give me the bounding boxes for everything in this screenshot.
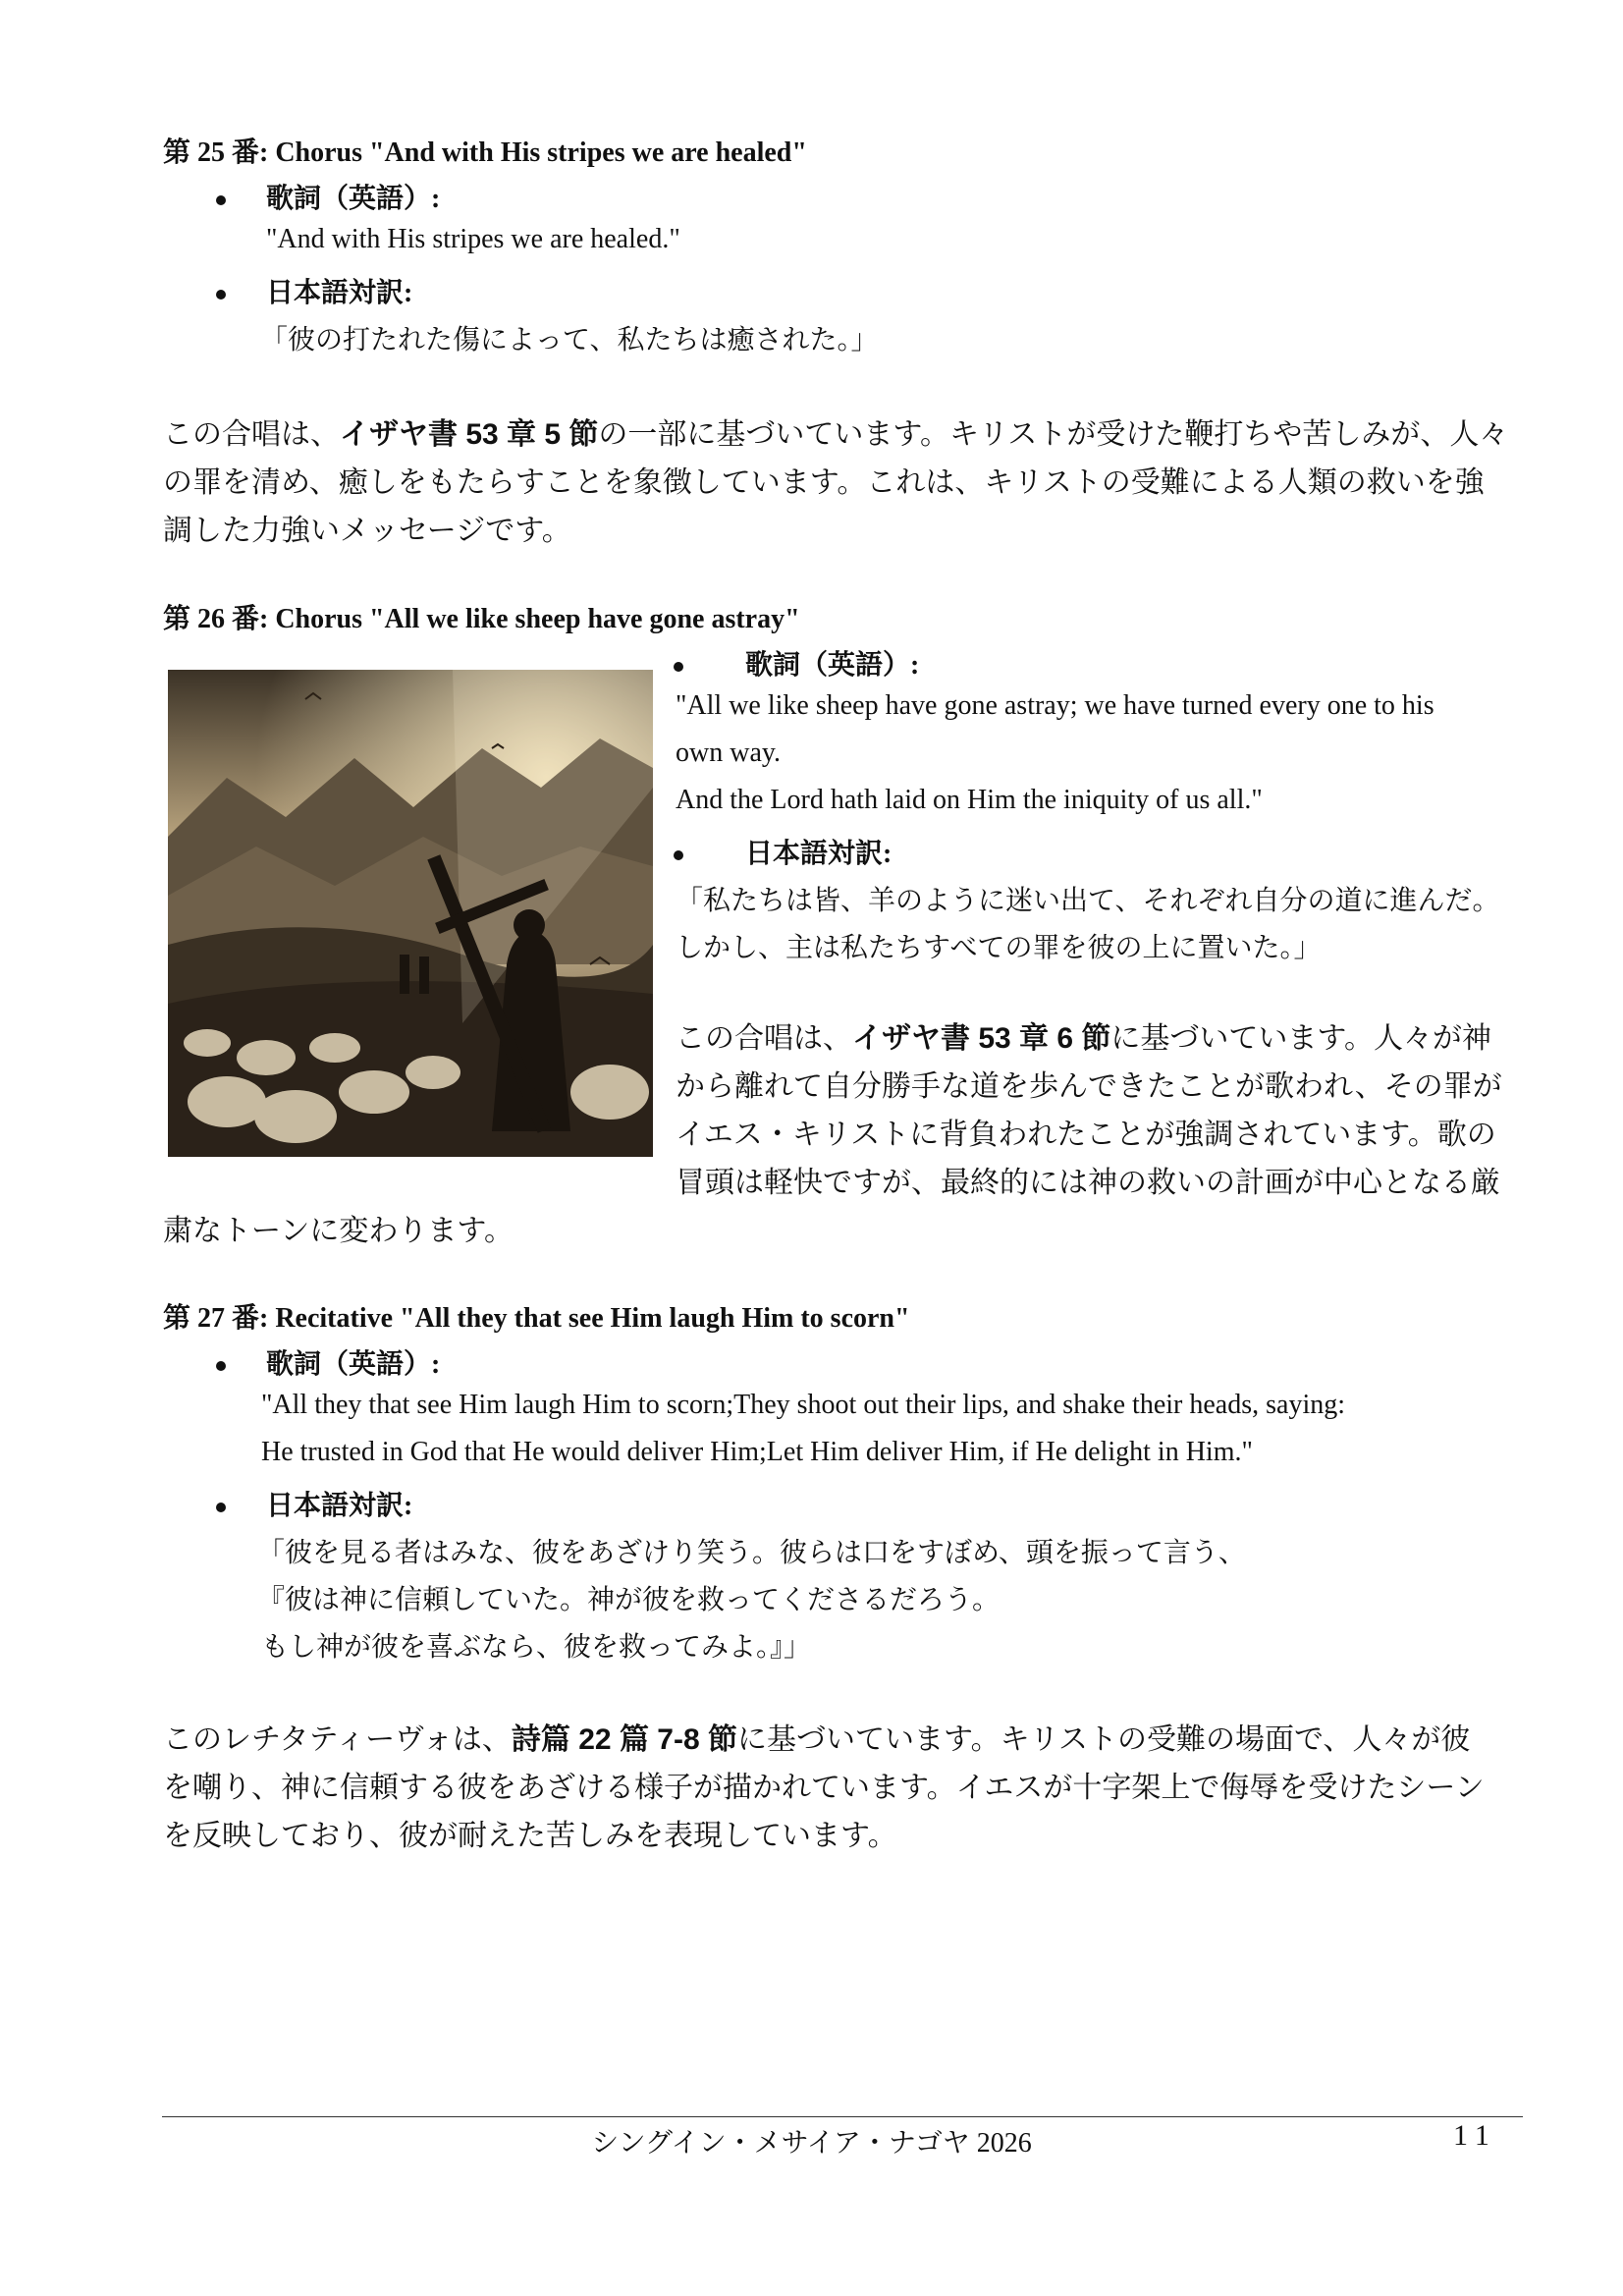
section-27-translation-line-1: 「彼を見る者はみな、彼をあざけり笑う。彼らは口をすぼめ、頭を振って言う、 [257, 1538, 1246, 1568]
section-27-lyrics-label: 歌詞（英語）: [266, 1349, 441, 1380]
section-25-commentary: この合唱は、イザヤ書 53 章 5 節の一部に基づいています。キリストが受けた鞭打ちや苦しみが、人々 の罪を清め、癒しをもたらすことを象徴しています。これは、キリストの受難による人類の救いを強 調した力強いメッセージです。 [163, 418, 1509, 547]
bullet-icon [216, 1361, 226, 1371]
bullet-icon [216, 195, 226, 205]
bullet-icon [674, 850, 683, 860]
section-27-heading: 第 27 番: Recitative "All they that see Him laugh Him to scorn" [163, 1303, 910, 1334]
section-26-lyrics-label: 歌詞（英語）: [745, 650, 920, 681]
section-25-translation-label: 日本語対訳: [266, 278, 413, 308]
page-number: 11 [1453, 2119, 1497, 2152]
section-26-lyrics-line-3: And the Lord hath laid on Him the iniquity of us all." [676, 785, 1263, 815]
section-26-heading: 第 26 番: Chorus "All we like sheep have gone astray" [163, 604, 800, 634]
section-26-commentary-end: 粛なトーンに変わります。 [163, 1215, 514, 1247]
bullet-icon [216, 290, 226, 300]
section-26-lyrics-line-1: "All we like sheep have gone astray; we have turned every one to his [676, 690, 1434, 721]
section-27-translation-line-3: もし神が彼を喜ぶなら、彼を救ってみよ。』」 [261, 1632, 812, 1663]
illustration-svg [168, 670, 653, 1157]
section-26-translation-line-2: しかし、主は私たちすべての罪を彼の上に置いた。」 [676, 933, 1322, 963]
sheep-and-cross-illustration [168, 670, 653, 1157]
section-26-lyrics-line-2: own way. [676, 738, 782, 768]
section-26-translation-label: 日本語対訳: [745, 839, 893, 869]
footer-title: シングイン・メサイア・ナゴヤ 2026 [591, 2128, 1032, 2159]
section-27-translation-line-2: 『彼は神に信頼していた。神が彼を救ってくださるだろう。 [257, 1585, 1001, 1615]
section-25-lyrics-text: "And with His stripes we are healed." [266, 224, 680, 254]
section-26-translation-line-1: 「私たちは皆、羊のように迷い出て、それぞれ自分の道に進んだ。 [676, 886, 1500, 916]
footer-divider [162, 2116, 1523, 2117]
section-27-lyrics-line-2: He trusted in God that He would deliver Him;Let Him deliver Him, if He delight in Him." [261, 1437, 1253, 1467]
section-25-translation-text: 「彼の打たれた傷によって、私たちは癒された。」 [260, 325, 879, 355]
section-27-lyrics-line-1: "All they that see Him laugh Him to scorn;They shoot out their lips, and shake their heads, saying: [261, 1390, 1346, 1420]
section-25-lyrics-label: 歌詞（英語）: [266, 184, 441, 214]
section-26-commentary: この合唱は、イザヤ書 53 章 6 節に基づいています。人々が神 から離れて自分勝手な道を歩んできたことが歌われ、その罪が イエス・キリストに背負われたことが強調されています。歌の 冒頭は軽快ですが、最終的には神の救いの計画が中心となる厳 [676, 1022, 1502, 1199]
bullet-icon [216, 1503, 226, 1512]
bullet-icon [674, 662, 683, 672]
section-25-heading: 第 25 番: Chorus "And with His stripes we are healed" [163, 137, 807, 168]
section-27-commentary: このレチタティーヴォは、詩篇 22 篇 7-8 節に基づいています。キリストの受難の場面で、人々が彼 を嘲り、神に信頼する彼をあざける様子が描かれています。イエスが十字架上で侮辱を受けたシーン を反映しており、彼が耐えた苦しみを表現しています。 [163, 1723, 1485, 1852]
section-27-translation-label: 日本語対訳: [266, 1491, 413, 1521]
